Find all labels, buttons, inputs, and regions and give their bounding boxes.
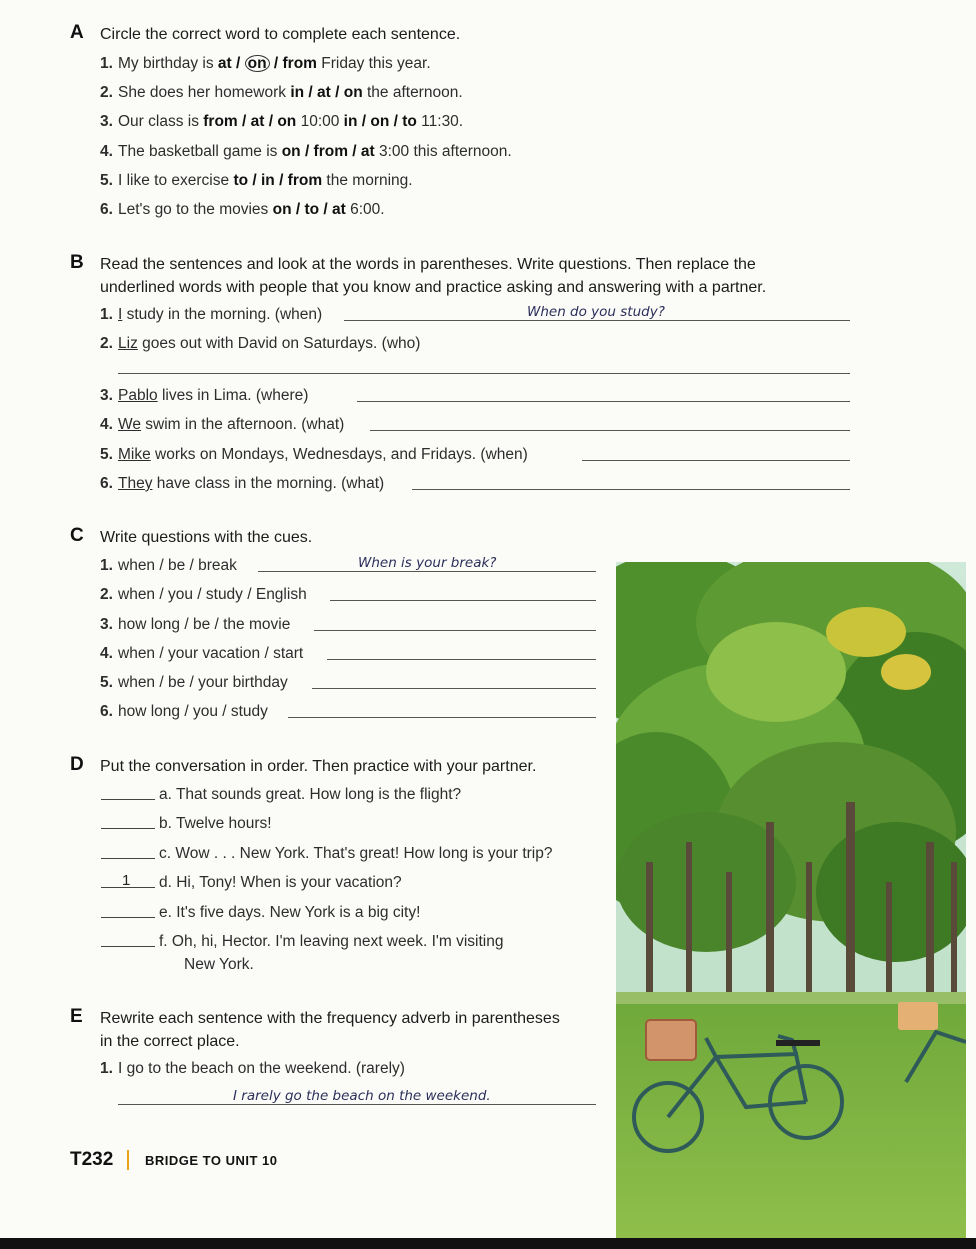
- option-at[interactable]: at: [217, 55, 232, 72]
- section-a-item-5: 5. I like to exercise to / in / from the morning.: [100, 172, 413, 189]
- answer-line[interactable]: [327, 659, 596, 660]
- answer-line[interactable]: [582, 460, 850, 461]
- order-blank[interactable]: [101, 858, 155, 859]
- section-d-letter: D: [70, 754, 84, 775]
- answer-line[interactable]: [330, 600, 596, 601]
- answer-line[interactable]: [412, 489, 850, 490]
- section-a-letter: A: [70, 22, 84, 43]
- section-b-item-5: 5. Mike works on Mondays, Wednesdays, and Fridays. (when): [100, 446, 528, 463]
- section-b-item-6: 6. They have class in the morning. (what): [100, 475, 385, 492]
- conversation-line-f-cont: New York.: [184, 956, 254, 973]
- tree-canopy: [616, 562, 966, 962]
- options[interactable]: to / in / from: [233, 172, 323, 189]
- order-number: 1: [122, 872, 131, 889]
- conversation-line-f: f. Oh, hi, Hector. I'm leaving next week. I'm visiting: [159, 933, 504, 950]
- option-on-circled[interactable]: on: [245, 55, 270, 72]
- section-a-heading: Circle the correct word to complete each sentence.: [100, 26, 461, 43]
- section-b-letter: B: [70, 252, 84, 273]
- options-2[interactable]: in / on / to: [343, 113, 417, 130]
- footer-divider: [127, 1150, 129, 1170]
- park-bicycle-photo: [616, 562, 966, 1238]
- conversation-line-d: d. Hi, Tony! When is your vacation?: [159, 874, 402, 891]
- answer-line[interactable]: [118, 1104, 596, 1105]
- section-c-heading: Write questions with the cues.: [100, 529, 313, 546]
- options[interactable]: on / from / at: [281, 143, 375, 160]
- answer-line[interactable]: [288, 717, 596, 718]
- handwritten-answer: I rarely go the beach on the weekend.: [233, 1088, 491, 1104]
- section-c-letter: C: [70, 525, 84, 546]
- conversation-line-e: e. It's five days. New York is a big city!: [159, 904, 421, 921]
- answer-line[interactable]: [314, 630, 596, 631]
- section-c-item-4: 4. when / your vacation / start: [100, 645, 304, 662]
- option-from[interactable]: from: [282, 55, 317, 72]
- section-b-item-3: 3. Pablo lives in Lima. (where): [100, 387, 309, 404]
- order-blank[interactable]: [101, 799, 155, 800]
- answer-line[interactable]: [344, 320, 850, 321]
- section-d-heading: Put the conversation in order. Then practice with your partner.: [100, 758, 537, 775]
- answer-line[interactable]: [370, 430, 850, 431]
- basket: [646, 1020, 696, 1060]
- section-a-item-4: 4. The basketball game is on / from / at 3:00 this afternoon.: [100, 143, 512, 160]
- section-c-item-2: 2. when / you / study / English: [100, 586, 307, 603]
- section-a-item-1: 1. My birthday is at / on / from Friday this year.: [100, 55, 431, 72]
- section-b-heading-line2: underlined words with people that you know and practice asking and answering with a partner.: [100, 279, 767, 296]
- order-blank[interactable]: [101, 828, 155, 829]
- section-e-heading-line1: Rewrite each sentence with the frequency adverb in parentheses: [100, 1010, 560, 1027]
- handwritten-answer: When do you study?: [527, 304, 665, 320]
- section-b-item-4: 4. We swim in the afternoon. (what): [100, 416, 345, 433]
- options[interactable]: on / to / at: [272, 201, 346, 218]
- section-a-item-6: 6. Let's go to the movies on / to / at 6:00.: [100, 201, 385, 218]
- footer-title: BRIDGE TO UNIT 10: [145, 1153, 278, 1168]
- section-c-item-5: 5. when / be / your birthday: [100, 674, 288, 691]
- section-b-heading-line1: Read the sentences and look at the words in parentheses. Write questions. Then replace the: [100, 256, 756, 273]
- answer-line[interactable]: [258, 571, 596, 572]
- page-code: T232: [70, 1149, 114, 1170]
- second-bike-basket: [898, 1002, 938, 1030]
- handwritten-answer: When is your break?: [358, 555, 497, 571]
- order-blank[interactable]: [101, 946, 155, 947]
- section-c-item-3: 3. how long / be / the movie: [100, 616, 291, 633]
- section-e-item-1: 1. I go to the beach on the weekend. (rarely): [100, 1060, 405, 1077]
- rear-rack: [776, 1040, 820, 1046]
- conversation-line-c: c. Wow . . . New York. That's great! How long is your trip?: [159, 845, 553, 862]
- section-b-item-2: 2. Liz goes out with David on Saturdays. (who): [100, 335, 421, 352]
- answer-line[interactable]: [357, 401, 850, 402]
- options-1[interactable]: from / at / on: [203, 113, 297, 130]
- section-e-letter: E: [70, 1006, 83, 1027]
- section-c-item-1: 1. when / be / break: [100, 557, 237, 574]
- section-a-item-2: 2. She does her homework in / at / on the afternoon.: [100, 84, 463, 101]
- bottom-strip: [0, 1238, 976, 1249]
- answer-line[interactable]: [118, 373, 850, 374]
- section-e-heading-line2: in the correct place.: [100, 1033, 240, 1050]
- section-c-item-6: 6. how long / you / study: [100, 703, 268, 720]
- order-blank[interactable]: [101, 917, 155, 918]
- section-b-item-1: 1. I study in the morning. (when): [100, 306, 323, 323]
- options[interactable]: in / at / on: [290, 84, 363, 101]
- section-a-item-3: 3. Our class is from / at / on 10:00 in / on / to 11:30.: [100, 113, 464, 130]
- answer-line[interactable]: [312, 688, 596, 689]
- conversation-line-a: a. That sounds great. How long is the flight?: [159, 786, 462, 803]
- conversation-line-b: b. Twelve hours!: [159, 815, 272, 832]
